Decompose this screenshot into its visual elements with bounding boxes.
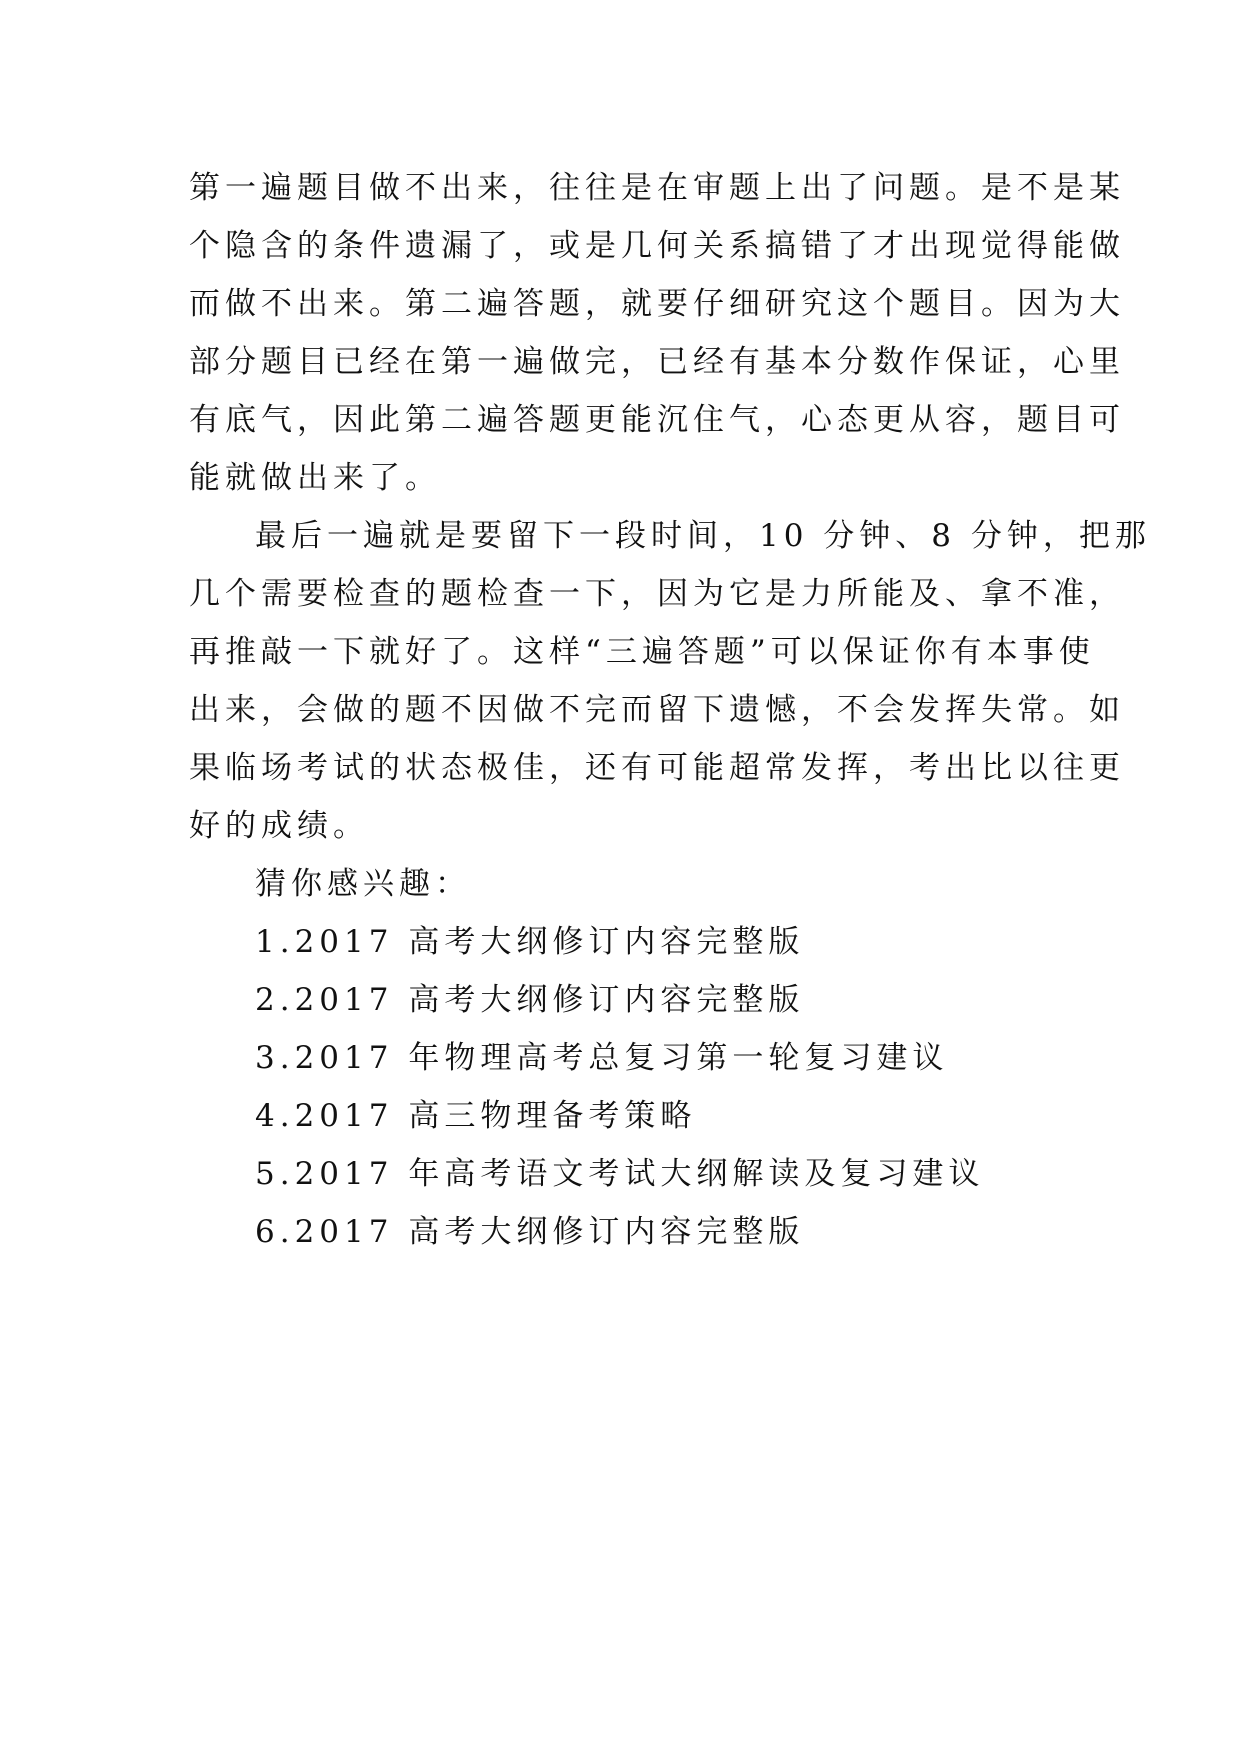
paragraph-1-line-1: 第一遍题目做不出来，往往是在审题上出了问题。是不是某 (189, 170, 1125, 206)
paragraph-2-line-2: 几个需要检查的题检查一下，因为它是力所能及、拿不准， (189, 576, 1125, 612)
related-heading: 猜你感兴趣： (255, 866, 471, 902)
paragraph-1-line-3: 而做不出来。第二遍答题，就要仔细研究这个题目。因为大 (189, 286, 1125, 322)
related-item-4: 4.2017 高三物理备考策略 (255, 1098, 697, 1134)
paragraph-2-line-6: 好的成绩。 (189, 808, 369, 844)
paragraph-2-line-5: 果临场考试的状态极佳，还有可能超常发挥，考出比以往更 (189, 750, 1125, 786)
paragraph-1-line-4: 部分题目已经在第一遍做完，已经有基本分数作保证，心里 (189, 344, 1125, 380)
related-item-6: 6.2017 高考大纲修订内容完整版 (255, 1214, 805, 1250)
related-item-5: 5.2017 年高考语文考试大纲解读及复习建议 (255, 1156, 985, 1192)
related-item-1: 1.2017 高考大纲修订内容完整版 (255, 924, 805, 960)
paragraph-1-line-5: 有底气，因此第二遍答题更能沉住气，心态更从容，题目可 (189, 402, 1125, 438)
paragraph-2-line-3: 再推敲一下就好了。这样“三遍答题”可以保证你有本事使 (189, 634, 1095, 670)
paragraph-1-line-6: 能就做出来了。 (189, 460, 441, 496)
related-item-3: 3.2017 年物理高考总复习第一轮复习建议 (255, 1040, 949, 1076)
related-item-2: 2.2017 高考大纲修订内容完整版 (255, 982, 805, 1018)
paragraph-2-line-4: 出来，会做的题不因做不完而留下遗憾，不会发挥失常。如 (189, 692, 1125, 728)
paragraph-2-line-1: 最后一遍就是要留下一段时间，10 分钟、8 分钟，把那 (255, 518, 1151, 554)
paragraph-1-line-2: 个隐含的条件遗漏了，或是几何关系搞错了才出现觉得能做 (189, 228, 1125, 264)
